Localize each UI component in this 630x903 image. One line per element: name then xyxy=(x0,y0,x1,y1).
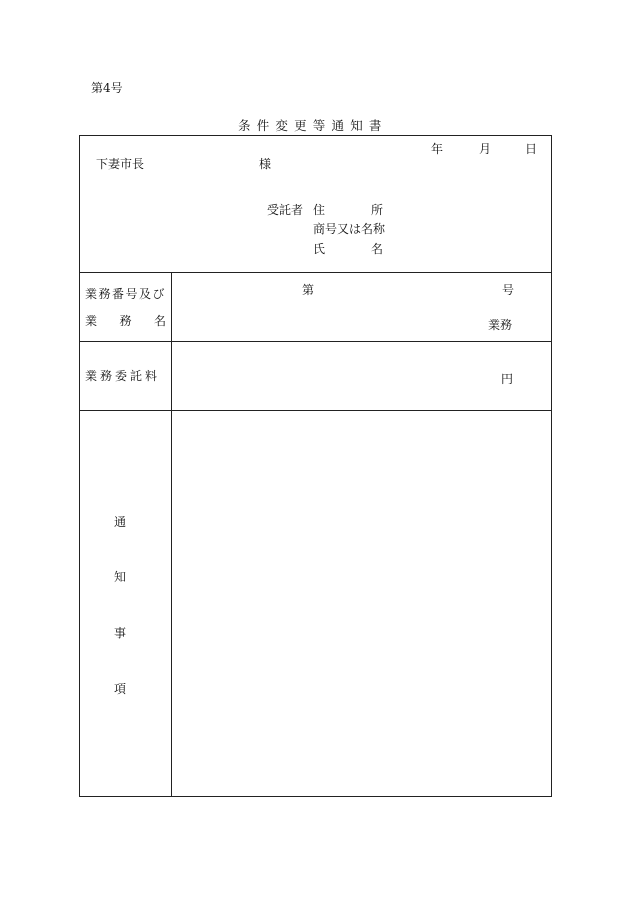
addressee-honorific: 様 xyxy=(259,157,272,171)
notice-label-char-4: 項 xyxy=(114,682,127,696)
fee-label: 業務委託料 xyxy=(85,369,161,383)
form-number: 第4号 xyxy=(91,81,123,95)
document-title: 条件変更等通知書 xyxy=(238,118,388,133)
notice-label-char-3: 事 xyxy=(114,626,127,640)
notice-content-area[interactable] xyxy=(172,411,551,796)
contractor-name-label xyxy=(313,243,383,255)
date-month-label: 月 xyxy=(479,142,492,156)
contractor-company-label: 商号又は名称 xyxy=(313,222,386,236)
contractor-heading: 受託者 xyxy=(267,203,304,217)
divider-header xyxy=(79,272,552,273)
name-char-1: 氏 xyxy=(313,242,326,256)
work-number-label: 業務番号及び xyxy=(85,287,167,301)
date-year-label: 年 xyxy=(431,142,444,156)
work-name-char-1: 業 xyxy=(85,314,98,328)
work-name-suffix: 業務 xyxy=(488,318,513,332)
address-char-1: 住 xyxy=(313,203,326,217)
work-number-suffix: 号 xyxy=(502,283,515,297)
notice-label-char-1: 通 xyxy=(114,515,127,529)
divider-work xyxy=(79,341,552,342)
addressee-name: 下妻市長 xyxy=(96,157,145,171)
work-number-prefix: 第 xyxy=(302,283,315,297)
fee-unit: 円 xyxy=(501,372,514,386)
work-name-char-3: 名 xyxy=(153,314,166,328)
name-char-2: 名 xyxy=(370,242,383,256)
notice-label-char-2: 知 xyxy=(114,570,127,584)
date-day-label: 日 xyxy=(525,142,538,156)
work-name-char-2: 務 xyxy=(119,314,132,328)
address-char-2: 所 xyxy=(370,203,383,217)
contractor-address-label xyxy=(313,204,383,216)
work-name-label xyxy=(85,315,166,327)
